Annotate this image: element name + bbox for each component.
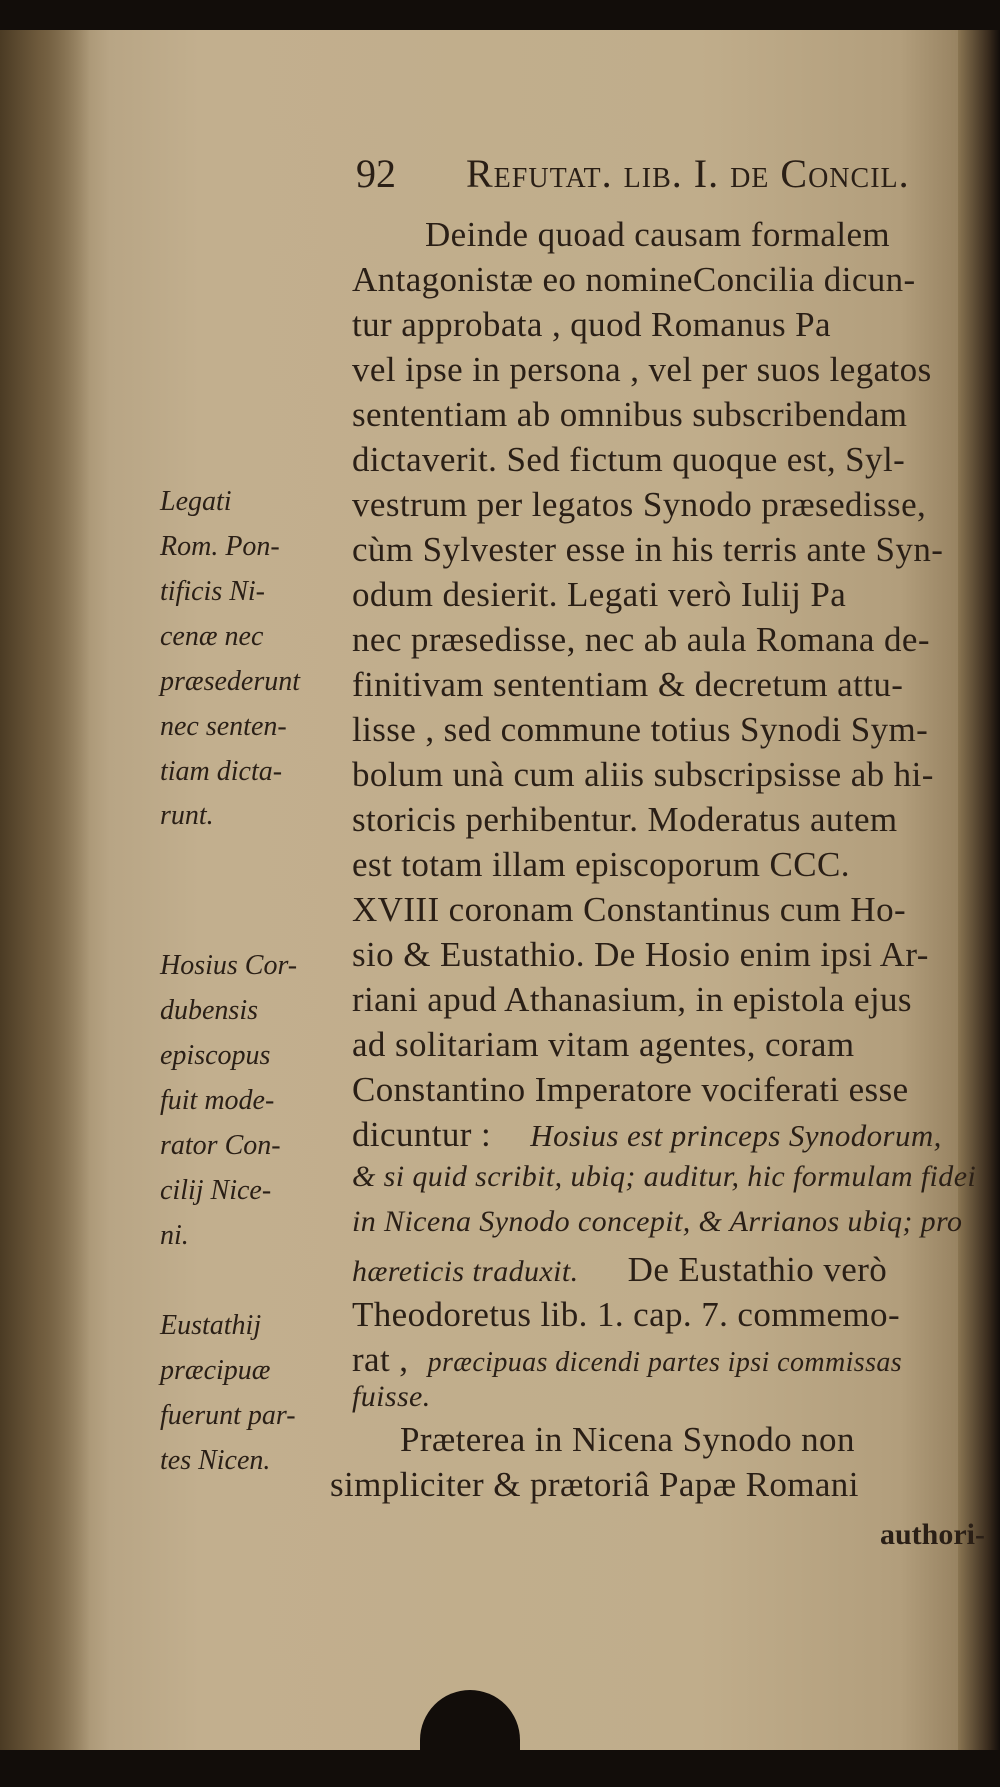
margin-note-line: præsederunt — [160, 666, 300, 697]
binding-gutter — [0, 30, 90, 1750]
margin-note-line: episcopus — [160, 1040, 271, 1071]
text-line: riani apud Athanasium, in epistola ejus — [352, 980, 912, 1019]
text-line: Constantino Imperatore vociferati esse — [352, 1070, 909, 1109]
running-header — [356, 150, 966, 210]
text-line: bolum unà cum aliis subscripsisse ab hi- — [352, 755, 934, 794]
text-line: Deinde quoad causam formalem — [425, 215, 891, 254]
text-line — [352, 1250, 887, 1290]
margin-note-line: Legati — [160, 486, 232, 517]
text-line: XVIII coronam Constantinus cum Ho- — [352, 890, 907, 929]
margin-note-line: tes Nicen. — [160, 1445, 271, 1476]
margin-note-line: fuerunt par- — [160, 1400, 296, 1431]
text-line: Antagonistæ eo nomineConcilia dicun- — [352, 260, 916, 299]
quote-line: & si quid scribit, ubiq; auditur, hic formulam fidei — [352, 1160, 977, 1193]
running-title: Refutat. lib. I. de Concil. — [466, 151, 910, 196]
margin-note-line: præcipuæ — [160, 1355, 271, 1386]
margin-note-line: fuit mode- — [160, 1085, 275, 1116]
text-line: lisse , sed commune totius Synodi Sym- — [352, 710, 929, 749]
margin-note-line: rator Con- — [160, 1130, 281, 1161]
margin-note-line: ni. — [160, 1220, 189, 1251]
margin-note-line: Eustathij — [160, 1310, 262, 1341]
margin-note-line: tiam dicta- — [160, 756, 283, 787]
margin-note-line: cenæ nec — [160, 621, 264, 652]
text-segment: rat , — [352, 1340, 409, 1379]
text-line: simpliciter & prætoriâ Papæ Romani — [330, 1465, 859, 1504]
text-line: cùm Sylvester esse in his terris ante Syn- — [352, 530, 944, 569]
text-line: odum desierit. Legati verò Iulij Pa — [352, 575, 847, 614]
text-line: vel ipse in persona , vel per suos legatos — [352, 350, 932, 389]
page-edge — [958, 30, 1000, 1750]
margin-note-line: cilij Nice- — [160, 1175, 272, 1206]
text-line — [352, 1115, 942, 1155]
text-line: est totam illam episcoporum CCC. — [352, 845, 850, 884]
italic-line: fuisse. — [352, 1380, 431, 1413]
quote-line: in Nicena Synodo concepit, & Arrianos ubiq; pro — [352, 1205, 963, 1238]
margin-note-line: tificis Ni- — [160, 576, 265, 607]
text-line: Præterea in Nicena Synodo non — [400, 1420, 855, 1459]
text-line: Theodoretus lib. 1. cap. 7. commemo- — [352, 1295, 901, 1334]
catchword: authori- — [880, 1518, 985, 1551]
margin-note-line: Hosius Cor- — [160, 950, 298, 981]
page-number: 92 — [356, 151, 396, 196]
text-line — [352, 1340, 902, 1380]
text-line: nec præsedisse, nec ab aula Romana de- — [352, 620, 930, 659]
text-line: sio & Eustathio. De Hosio enim ipsi Ar- — [352, 935, 929, 974]
text-line: ad solitariam vitam agentes, coram — [352, 1025, 855, 1064]
margin-note-line: dubensis — [160, 995, 258, 1026]
text-segment: De Eustathio verò — [627, 1250, 888, 1289]
text-line: sententiam ab omnibus subscribendam — [352, 395, 908, 434]
text-line: tur approbata , quod Romanus Pa — [352, 305, 831, 344]
quote-segment: hæreticis traduxit. — [352, 1255, 579, 1288]
margin-note-line: Rom. Pon- — [160, 531, 280, 562]
margin-note-line: nec senten- — [160, 711, 287, 742]
text-segment: dicuntur : — [352, 1115, 492, 1154]
text-line: finitivam sententiam & decretum attu- — [352, 665, 904, 704]
quote-segment: Hosius est princeps Synodorum, — [530, 1118, 942, 1153]
text-line: vestrum per legatos Synodo præsedisse, — [352, 485, 927, 524]
text-line: dictaverit. Sed fictum quoque est, Syl- — [352, 440, 906, 479]
text-line: storicis perhibentur. Moderatus autem — [352, 800, 898, 839]
italic-segment: præcipuas dicendi partes ipsi commissas — [427, 1347, 903, 1378]
margin-note-line: runt. — [160, 800, 214, 831]
